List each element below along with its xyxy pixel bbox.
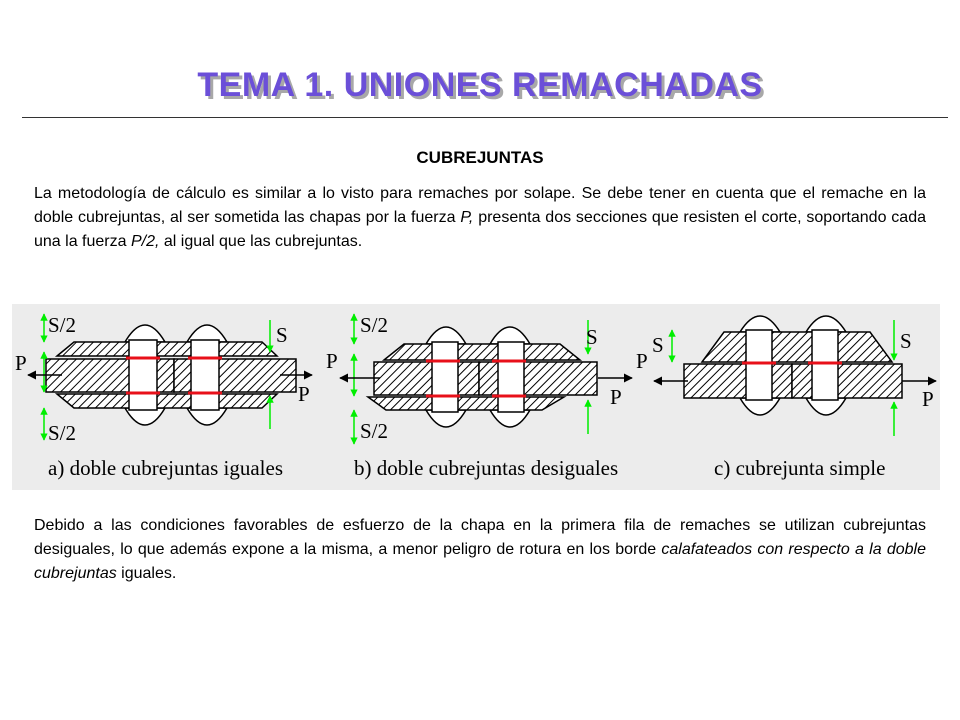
label-bottom: S/2 (48, 421, 77, 445)
main-plate (479, 362, 597, 395)
rivet-shank (498, 342, 524, 412)
force-label-left: P (326, 349, 338, 373)
label-top: S/2 (360, 313, 389, 337)
intro-text-3: al igual que las cubrejuntas. (159, 233, 363, 250)
label-right: S (276, 323, 288, 347)
caption: c) cubrejunta simple (714, 456, 886, 480)
main-plate (792, 364, 902, 398)
label-right: S (900, 329, 912, 353)
conclusion-paragraph (34, 514, 926, 586)
rivet-shank (812, 330, 838, 400)
force-label-left: P (15, 351, 27, 375)
conclusion-italic: calafateados con respecto a la doble cubrejuntas (34, 541, 926, 582)
main-plate (684, 364, 792, 398)
main-plate (374, 362, 479, 395)
conclusion-text-1: Debido a las condiciones favorables de esfuerzo de la chapa en la primera fila de remaches se utilizan cubrejuntas desiguales, lo que además expone a la misma, a menor peligro de rotura en los borde (34, 517, 926, 558)
top-strap (57, 342, 277, 356)
title-divider (22, 117, 948, 118)
force-label-right: P (610, 385, 622, 409)
caption: b) doble cubrejuntas desiguales (354, 456, 619, 480)
label-top: S/2 (48, 313, 77, 337)
top-strap (702, 332, 892, 362)
bottom-strap (368, 397, 564, 410)
page-title: TEMA 1. UNIONES REMACHADAS (197, 66, 763, 104)
label-top: S (652, 333, 664, 357)
rivet-shank (746, 330, 772, 400)
force-label-right: P (922, 387, 934, 411)
bottom-strap (57, 394, 277, 408)
intro-text-2: presenta dos secciones que resisten el corte, soportando cada una la fuerza (34, 209, 926, 250)
intro-force: P, (460, 209, 474, 226)
label-bottom: S/2 (360, 419, 389, 443)
butt-strap-figure (12, 304, 940, 490)
intro-text-1: La metodología de cálculo es similar a lo visto para remaches por solape. Se debe tener en cuenta que el remache en la doble cubrejuntas, al ser sometida las chapas por la fuerza (34, 185, 926, 226)
section-subtitle: CUBREJUNTAS (416, 148, 544, 167)
force-label-left: P (636, 349, 648, 373)
rivet-shank (432, 342, 458, 412)
force-label-right: P (298, 382, 310, 406)
intro-half-force: P/2, (130, 233, 160, 250)
top-strap (384, 344, 580, 360)
rivet-shank (191, 340, 219, 410)
label-right: S (586, 325, 598, 349)
caption: a) doble cubrejuntas iguales (48, 456, 283, 480)
rivet-shank (129, 340, 157, 410)
conclusion-text-2: iguales. (116, 565, 177, 582)
intro-paragraph (34, 182, 926, 254)
